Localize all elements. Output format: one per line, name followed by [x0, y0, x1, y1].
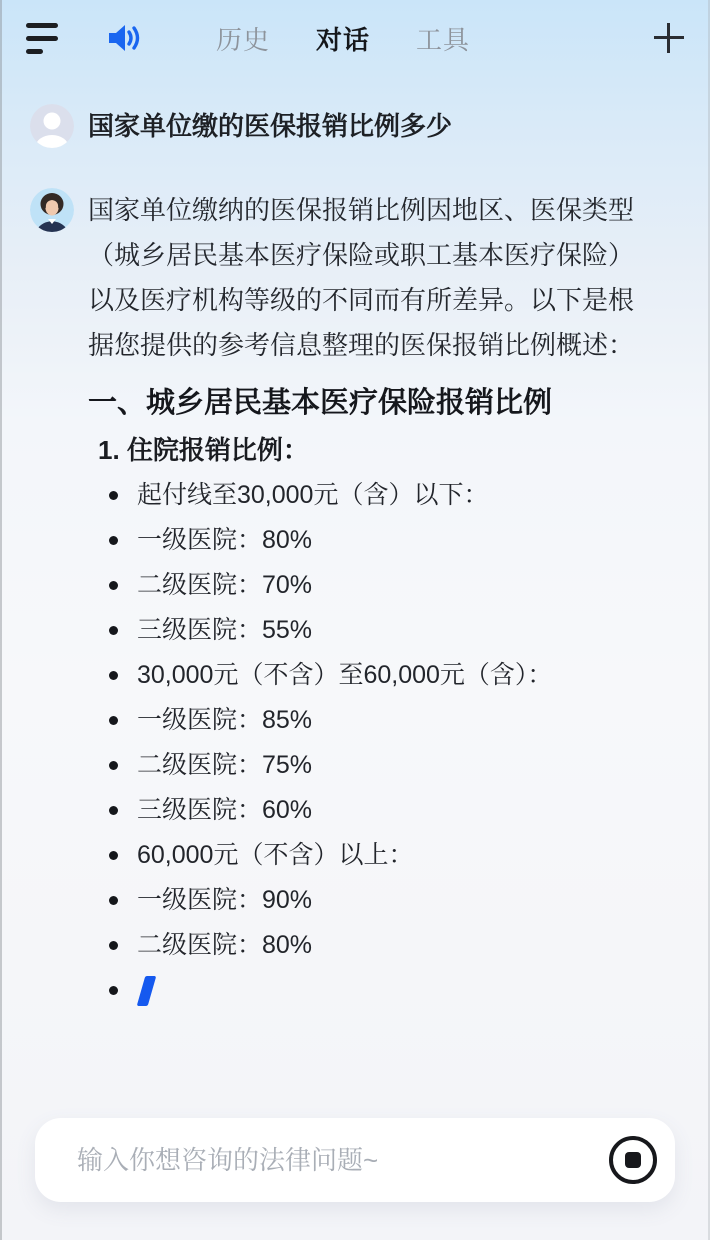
- list-item: 一级医院：80%: [88, 518, 676, 563]
- list-item: 二级医院：70%: [88, 563, 676, 608]
- bullet-icon: [109, 896, 118, 905]
- list-item: 三级医院：55%: [88, 608, 676, 653]
- streaming-row: [88, 968, 676, 1013]
- list-item: 二级医院：80%: [88, 923, 676, 968]
- ai-paragraph-line: 据您提供的参考信息整理的医保报销比例概述：: [88, 330, 635, 360]
- composer-area: [2, 1118, 708, 1202]
- ai-paragraph-line: （城乡居民基本医疗保险或职工基本医疗保险）: [88, 240, 635, 270]
- bullet-icon: [109, 491, 118, 500]
- bullet-icon: [109, 626, 118, 635]
- bullet-icon: [109, 851, 118, 860]
- list-item: 三级医院：60%: [88, 788, 676, 833]
- ai-paragraph-line: 国家单位缴纳的医保报销比例因地区、医保类型: [88, 195, 635, 225]
- tab-history[interactable]: 历史: [216, 24, 271, 55]
- list-item: 60,000元（不含）以上：: [88, 833, 676, 878]
- bullet-icon: [109, 986, 118, 995]
- streaming-cursor-icon: [137, 976, 157, 1006]
- question-input[interactable]: [75, 1144, 609, 1177]
- bullet-icon: [109, 761, 118, 770]
- list-item: 一级医院：90%: [88, 878, 676, 923]
- composer: [35, 1118, 675, 1202]
- stop-icon: [625, 1152, 641, 1168]
- bullet-icon: [109, 806, 118, 815]
- list-item: 30,000元（不含）至60,000元（含）：: [88, 653, 676, 698]
- top-bar: [2, 0, 708, 76]
- bullet-icon: [109, 536, 118, 545]
- tab-bar: [216, 20, 470, 57]
- numbered-list-title: 1. 住院报销比例：: [98, 435, 309, 465]
- bullet-icon: [109, 581, 118, 590]
- assistant-avatar: [30, 188, 74, 232]
- list-item: 起付线至30,000元（含）以下：: [88, 473, 676, 518]
- user-message-row: [30, 104, 682, 148]
- ai-message-content: [88, 188, 676, 1013]
- tab-tools[interactable]: 工具: [416, 24, 471, 55]
- list-item: 一级医院：85%: [88, 698, 676, 743]
- tab-dialogue[interactable]: 对话: [316, 24, 371, 55]
- bullet-icon: [109, 671, 118, 680]
- list-item: 二级医院：75%: [88, 743, 676, 788]
- conversation-area: [2, 76, 708, 1118]
- stop-button[interactable]: [609, 1136, 657, 1184]
- bullet-icon: [109, 941, 118, 950]
- bullet-icon: [109, 716, 118, 725]
- ai-paragraph-line: 以及医疗机构等级的不同而有所差异。以下是根: [88, 285, 635, 315]
- menu-icon[interactable]: [26, 23, 62, 54]
- user-message-text: 国家单位缴的医保报销比例多少: [88, 111, 453, 141]
- speaker-icon[interactable]: [106, 21, 142, 55]
- bullet-list: [88, 473, 676, 968]
- ai-message-row: [30, 188, 682, 1013]
- plus-icon[interactable]: [654, 23, 684, 53]
- user-avatar: [30, 104, 74, 148]
- section-heading: 一、城乡居民基本医疗保险报销比例: [88, 387, 553, 419]
